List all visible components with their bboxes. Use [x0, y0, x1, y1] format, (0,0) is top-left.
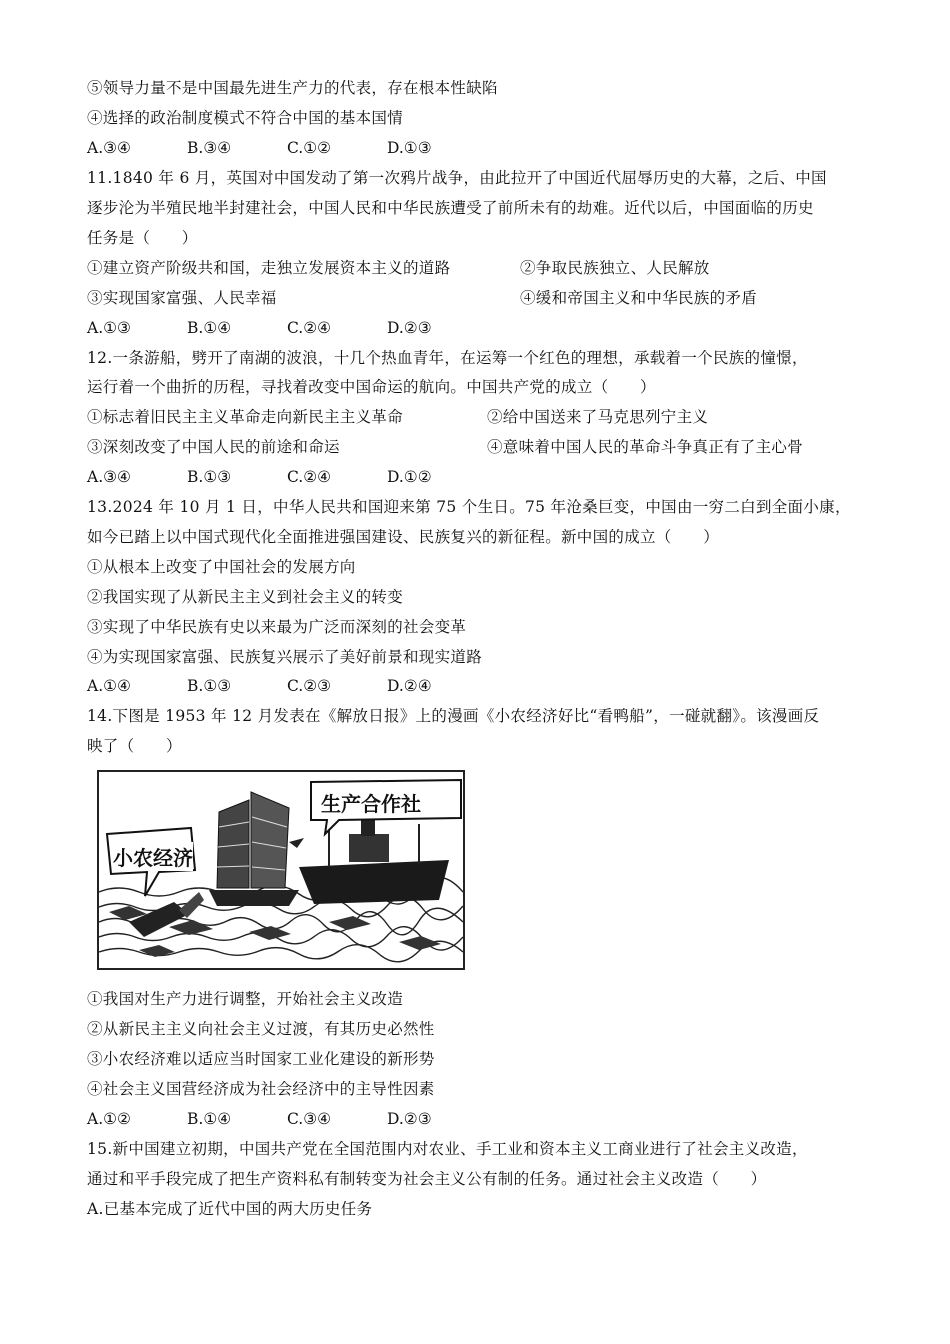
q10-choice-c[interactable]: C.①②: [287, 139, 332, 157]
q12-option-3: ③深刻改变了中国人民的前途和命运: [87, 438, 340, 456]
q12-option-1: ①标志着旧民主主义革命走向新民主主义革命: [87, 408, 404, 426]
q12-choices: [87, 467, 487, 487]
q13-choice-d[interactable]: D.②④: [387, 677, 432, 695]
q14-choice-d[interactable]: D.②③: [387, 1110, 432, 1128]
q12-choice-c[interactable]: C.②④: [287, 468, 332, 486]
q12-stem-line-1: 12.一条游船，劈开了南湖的波浪，十几个热血青年，在运筹一个红色的理想，承载着一个民族的憧憬，: [87, 349, 808, 367]
q14-stem-line-1: 14.下图是 1953 年 12 月发表在《解放日报》上的漫画《小农经济好比“看鸭船”，一碰就翻》。该漫画反: [87, 707, 820, 725]
q11-choices: [87, 318, 487, 338]
q13-stem-line-2: 如今已踏上以中国式现代化全面推进强国建设、民族复兴的新征程。新中国的成立（ ）: [87, 528, 720, 546]
q12-choice-d[interactable]: D.①②: [387, 468, 432, 486]
q11-option-3: ③实现国家富强、人民幸福: [87, 289, 277, 307]
q10-choice-a[interactable]: A.③④: [87, 139, 131, 157]
q13-option-2: ②我国实现了从新民主主义到社会主义的转变: [87, 588, 404, 606]
q10-option-5: ⑤领导力量不是中国最先进生产力的代表，存在根本性缺陷: [87, 79, 498, 97]
q14-stem-line-2: 映了（ ）: [87, 737, 182, 755]
steamship: [289, 812, 449, 904]
q12-option-4: ④意味着中国人民的革命斗争真正有了主心骨: [487, 438, 804, 456]
q14-option-1: ①我国对生产力进行调整，开始社会主义改造: [87, 990, 404, 1008]
cartoon-label-small-farm-economy: 小农经济: [113, 842, 193, 871]
q14-choice-b[interactable]: B.①④: [187, 1110, 232, 1128]
q10-option-4: ④选择的政治制度模式不符合中国的基本国情: [87, 109, 404, 127]
q10-choice-b[interactable]: B.③④: [187, 139, 232, 157]
q14-option-2: ②从新民主主义向社会主义过渡，有其历史必然性: [87, 1020, 435, 1038]
q14-choice-a[interactable]: A.①②: [87, 1110, 131, 1128]
q12-choice-b[interactable]: B.①③: [187, 468, 232, 486]
q13-choices: [87, 676, 487, 696]
q12-stem-line-2: 运行着一个曲折的历程，寻找着改变中国命运的航向。中国共产党的成立（ ）: [87, 378, 656, 396]
q11-option-4: ④缓和帝国主义和中华民族的矛盾: [520, 289, 758, 307]
q11-choice-c[interactable]: C.②④: [287, 319, 332, 337]
q11-choice-d[interactable]: D.②③: [387, 319, 432, 337]
q13-option-4: ④为实现国家富强、民族复兴展示了美好前景和现实道路: [87, 648, 483, 666]
q13-option-1: ①从根本上改变了中国社会的发展方向: [87, 558, 356, 576]
q15-option-a[interactable]: A.已基本完成了近代中国的两大历史任务: [87, 1200, 373, 1218]
q10-choices: [87, 138, 487, 158]
q13-stem-line-1: 13.2024 年 10 月 1 日，中华人民共和国迎来第 75 个生日。75 年沧桑巨变，中国由一穷二白到全面小康，: [87, 498, 851, 516]
q11-stem-line-2: 逐步沦为半殖民地半封建社会，中国人民和中华民族遭受了前所未有的劫难。近代以后，中国面临的历史: [87, 199, 814, 217]
q10-choice-d[interactable]: D.①③: [387, 139, 432, 157]
q13-choice-a[interactable]: A.①④: [87, 677, 131, 695]
q14-option-4: ④社会主义国营经济成为社会经济中的主导性因素: [87, 1080, 435, 1098]
q11-stem-line-3: 任务是（ ）: [87, 229, 198, 247]
q11-option-2: ②争取民族独立、人民解放: [520, 259, 710, 277]
q13-choice-b[interactable]: B.①③: [187, 677, 232, 695]
q14-choices: [87, 1109, 487, 1129]
q14-option-3: ③小农经济难以适应当时国家工业化建设的新形势: [87, 1050, 435, 1068]
q11-choice-a[interactable]: A.①③: [87, 319, 131, 337]
q15-stem-line-1: 15.新中国建立初期，中国共产党在全国范围内对农业、手工业和资本主义工商业进行了社会主义改造，: [87, 1140, 808, 1158]
cartoon-illustration: [97, 770, 465, 970]
cartoon-label-production-cooperative: 生产合作社: [321, 788, 421, 817]
q13-choice-c[interactable]: C.②③: [287, 677, 332, 695]
q12-option-2: ②给中国送来了马克思列宁主义: [487, 408, 709, 426]
q11-stem-line-1: 11.1840 年 6 月，英国对中国发动了第一次鸦片战争，由此拉开了中国近代屈辱历史的大幕，之后、中国: [87, 169, 827, 187]
q12-choice-a[interactable]: A.③④: [87, 468, 131, 486]
q11-choice-b[interactable]: B.①④: [187, 319, 232, 337]
q15-stem-line-2: 通过和平手段完成了把生产资料私有制转变为社会主义公有制的任务。通过社会主义改造（ ）: [87, 1170, 767, 1188]
q13-option-3: ③实现了中华民族有史以来最为广泛而深刻的社会变革: [87, 618, 467, 636]
q14-choice-c[interactable]: C.③④: [287, 1110, 332, 1128]
q11-option-1: ①建立资产阶级共和国，走独立发展资本主义的道路: [87, 259, 451, 277]
junk-boat: [209, 792, 299, 906]
